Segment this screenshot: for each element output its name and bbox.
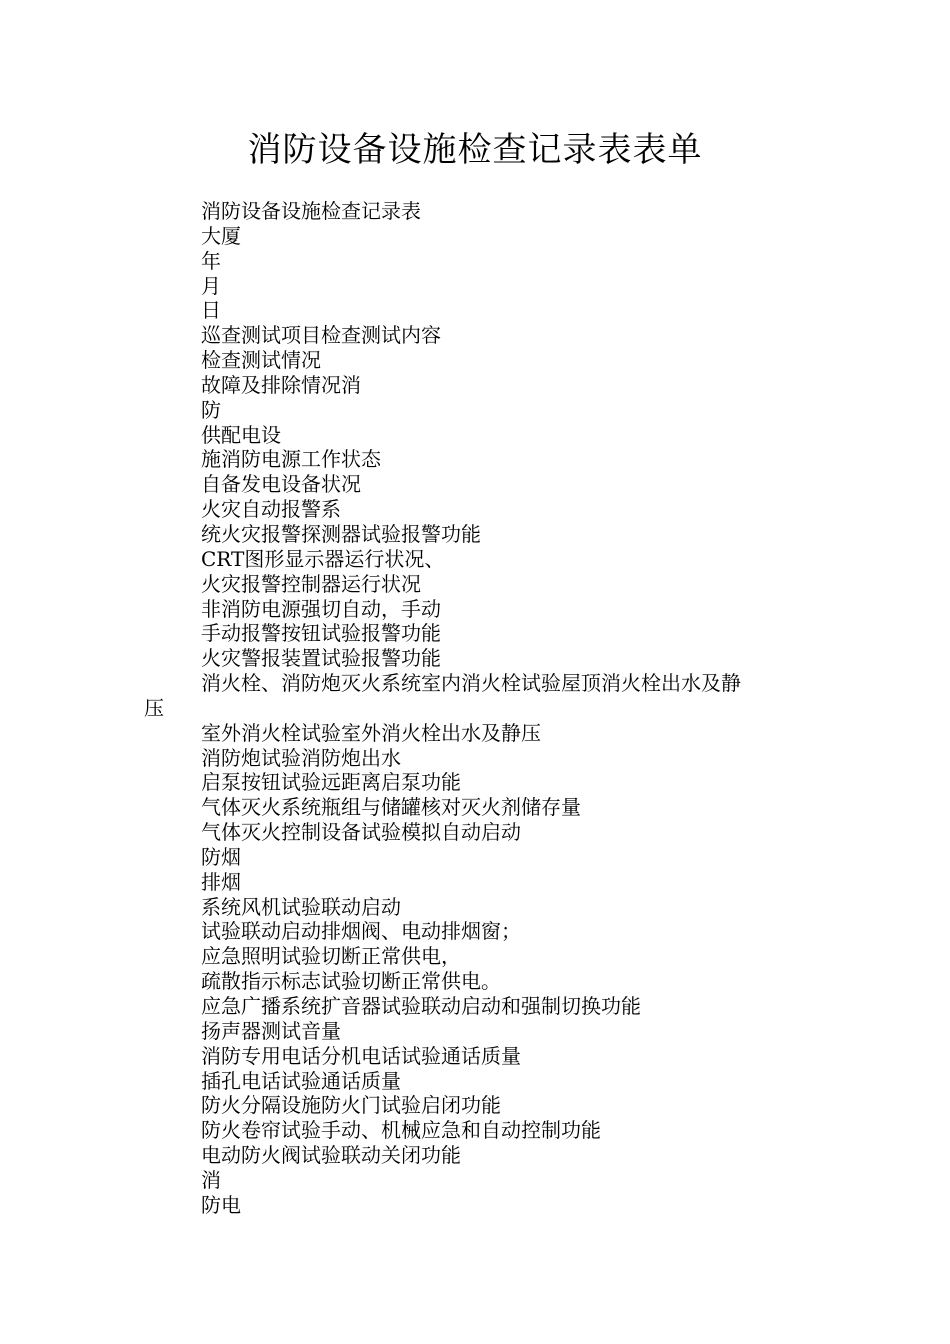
text-line: 供配电设 (201, 422, 281, 447)
page-title: 消防设备设施检查记录表表单 (247, 130, 703, 170)
text-line: 应急照明试验切断正常供电， (201, 944, 461, 969)
document-body (144, 199, 824, 1218)
text-line: 室外消火栓试验室外消火栓出水及静压 (201, 720, 541, 745)
text-line: 消防炮试验消防炮出水 (201, 745, 401, 770)
text-line: 故障及排除情况消 (201, 372, 361, 397)
text-line: 施消防电源工作状态 (201, 447, 381, 472)
text-line: 火灾报警控制器运行状况 (201, 571, 421, 596)
text-line: 防 (201, 397, 221, 422)
text-line: 试验联动启动排烟阀、电动排烟窗； (201, 919, 521, 944)
text-line: 消火栓、消防炮灭火系统室内消火栓试验屋顶消火栓出水及静 (201, 671, 741, 696)
text-line: 防电 (201, 1192, 241, 1217)
text-line: 应急广播系统扩音器试验联动启动和强制切换功能 (201, 994, 641, 1018)
text-line: 防火分隔设施防火门试验启闭功能 (201, 1093, 501, 1118)
text-line: 年 (201, 248, 221, 273)
text-line: 非消防电源强切自动，手动 (201, 596, 441, 621)
text-line: 插孔电话试验通话质量 (201, 1068, 401, 1093)
text-line: 疏散指示标志试验切断正常供电。 (201, 969, 501, 994)
text-line: 检查测试情况 (201, 348, 321, 373)
text-line: 火灾自动报警系 (201, 497, 341, 522)
text-line: 气体灭火控制设备试验模拟自动启动 (201, 820, 521, 845)
text-line: 电动防火阀试验联动关闭功能 (201, 1143, 461, 1168)
text-line: 消 (201, 1167, 221, 1192)
text-line-continuation: 压 (144, 695, 164, 720)
text-line: CRT图形显示器运行状况、 (201, 546, 445, 571)
text-line: 日 (201, 298, 221, 323)
text-line: 排烟 (201, 869, 241, 894)
text-line: 手动报警按钮试验报警功能 (201, 621, 441, 646)
text-line: 火灾警报装置试验报警功能 (201, 646, 441, 671)
text-line: 扬声器测试音量 (201, 1018, 341, 1043)
text-line: 消防专用电话分机电话试验通话质量 (201, 1043, 521, 1068)
text-line: 防烟 (201, 844, 241, 869)
text-line: 自备发电设备状况 (201, 472, 361, 497)
text-line: 防火卷帘试验手动、机械应急和自动控制功能 (201, 1118, 601, 1143)
text-line: 大厦 (201, 223, 241, 248)
text-line: 月 (201, 273, 221, 298)
text-line: 启泵按钮试验远距离启泵功能 (201, 770, 461, 795)
text-line: 消防设备设施检查记录表 (201, 199, 421, 223)
text-line: 巡查测试项目检查测试内容 (201, 323, 441, 348)
text-line: 系统风机试验联动启动 (201, 894, 401, 919)
text-line: 统火灾报警探测器试验报警功能 (201, 521, 481, 546)
text-line: 气体灭火系统瓶组与储罐核对灭火剂储存量 (201, 795, 581, 820)
